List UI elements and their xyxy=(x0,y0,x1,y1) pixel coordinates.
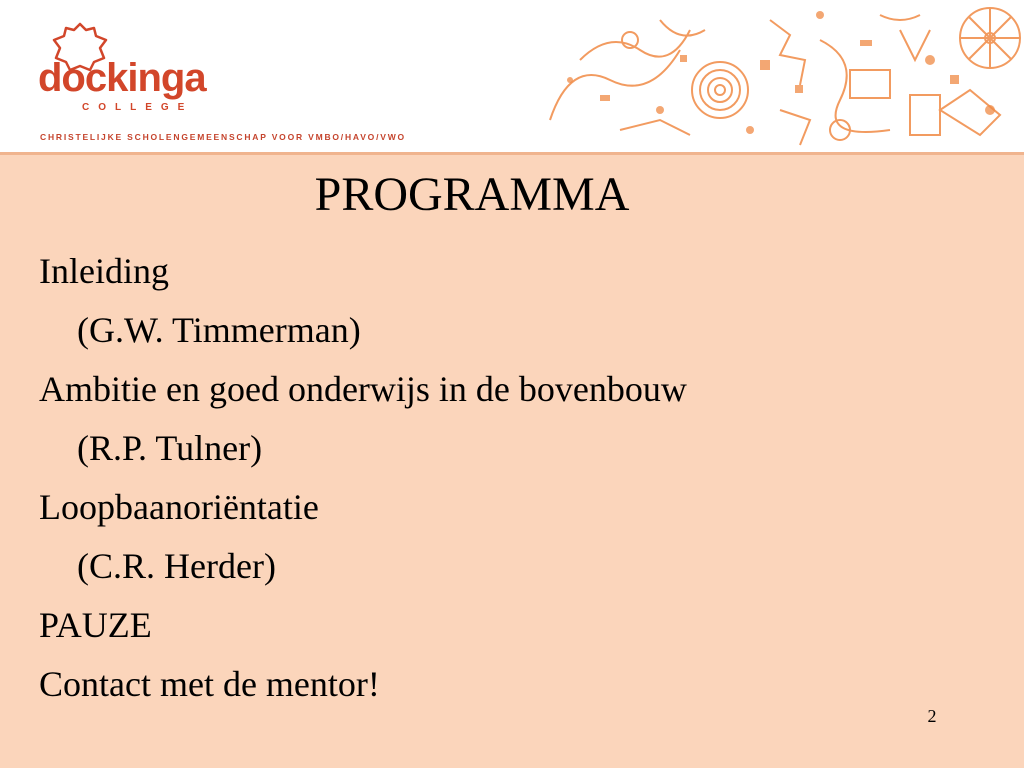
agenda-speaker: (R.P. Tulner) xyxy=(77,428,263,468)
agenda-speaker: (G.W. Timmerman) xyxy=(77,310,361,350)
header-divider xyxy=(0,152,1024,155)
agenda-list xyxy=(39,242,939,714)
agenda-topic: Contact met de mentor! xyxy=(39,664,380,704)
agenda-topic: Inleiding xyxy=(39,251,169,291)
agenda-topic: Loopbaanoriëntatie xyxy=(39,487,319,527)
logo-subtitle: COLLEGE xyxy=(82,102,194,113)
agenda-item xyxy=(39,596,939,655)
slide-title: PROGRAMMA xyxy=(314,168,630,221)
agenda-item xyxy=(39,478,939,596)
agenda-topic: PAUZE xyxy=(39,605,152,645)
school-tagline: CHRISTELIJKE SCHOLENGEMEENSCHAP VOOR VMBO/HAVO/VWO xyxy=(40,132,406,142)
agenda-item xyxy=(39,655,939,714)
slide-header xyxy=(0,0,1024,155)
agenda-topic: Ambitie en goed onderwijs in de bovenbouw xyxy=(39,369,687,409)
decorative-collage-icon xyxy=(520,0,1024,152)
agenda-item xyxy=(39,242,939,360)
page-number: 2 xyxy=(927,706,937,726)
agenda-item xyxy=(39,360,939,478)
logo-wordmark: dockinga xyxy=(38,56,206,100)
agenda-speaker: (C.R. Herder) xyxy=(77,546,276,586)
